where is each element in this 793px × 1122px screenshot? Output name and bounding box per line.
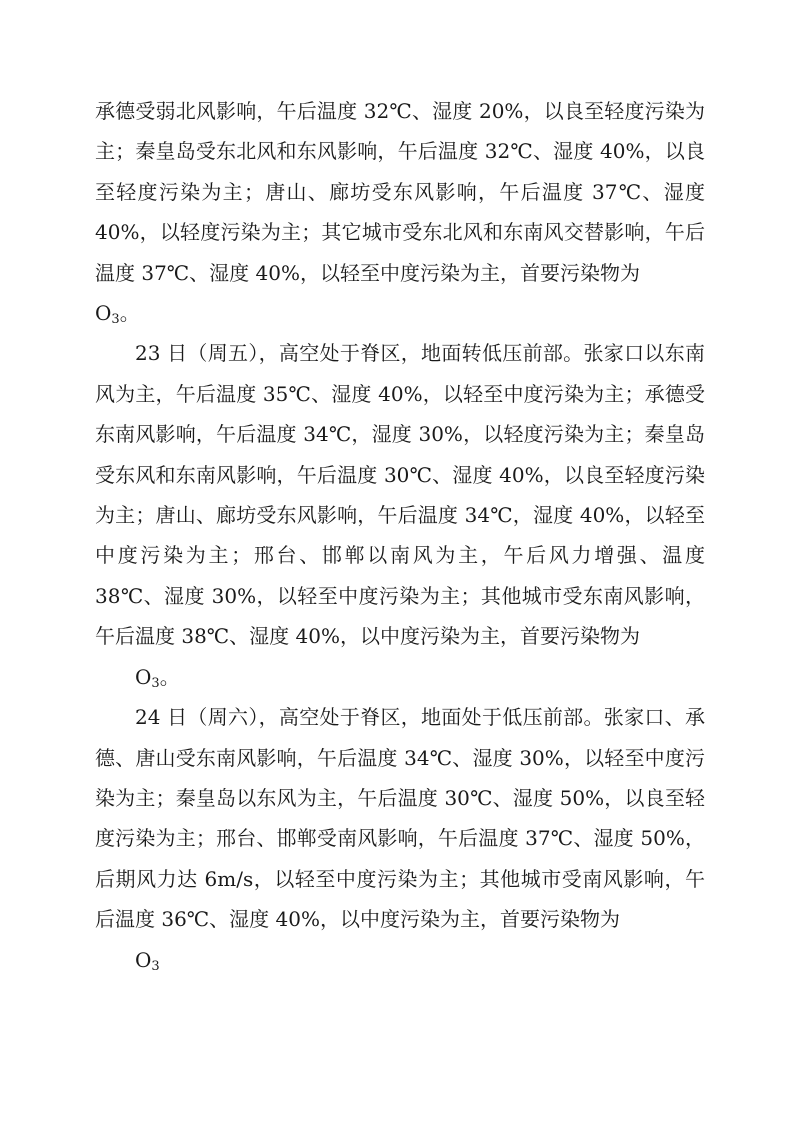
forecast-text-body <box>95 91 705 980</box>
paragraph-text: 24 日（周六），高空处于脊区，地面处于低压前部。张家口、承德、唐山受东南风影响，午后温度 34℃、湿度 30%，以轻至中度污染为主；秦皇岛以东风为主，午后温度 30℃、湿度 50%，以良至轻度污染为主；邢台、邯郸受南风影响，午后温度 37℃、湿度 50%，后期风力达 6m/s，以轻至中度污染为主；其他城市受南风影响，午后温度 36℃、湿度 40%，以中度污染为主，首要污染物为 <box>95 705 705 932</box>
paragraph-end-punctuation: 。 <box>159 664 180 689</box>
pollutant-o3: $O_3$ <box>135 947 160 974</box>
paragraph-forecast-23 <box>95 333 705 697</box>
paragraph-text: 承德受弱北风影响，午后温度 32℃、湿度 20%，以良至轻度污染为主；秦皇岛受东北风和东风影响，午后温度 32℃、湿度 40%，以良至轻度污染为主；唐山、廊坊受东风影响，午后温度 37℃、湿度 40%，以轻度污染为主；其它城市受东北风和东南风交替影响，午后温度 37℃、湿度 40%，以轻至中度污染为主，首要污染物为 <box>95 99 705 285</box>
paragraph-last-line <box>95 940 705 980</box>
paragraph-text: 23 日（周五），高空处于脊区，地面转低压前部。张家口以东南风为主，午后温度 35℃、湿度 40%，以轻至中度污染为主；承德受东南风影响，午后温度 34℃，湿度 30%，以轻度污染为主；秦皇岛受东风和东南风影响，午后温度 30℃、湿度 40%，以良至轻度污染为主；唐山、廊坊受东风影响，午后温度 34℃，湿度 40%，以轻至中度污染为主；邢台、邯郸以南风为主，午后风力增强、温度 38℃、湿度 30%，以轻至中度污染为主；其他城市受东南风影响，午后温度 38℃、湿度 40%，以中度污染为主，首要污染物为 <box>95 341 705 649</box>
pollutant-o3: $O_3$ <box>135 664 160 691</box>
paragraph-forecast-24 <box>95 697 705 980</box>
paragraph-last-line <box>95 657 705 697</box>
paragraph-last-line <box>95 293 705 333</box>
paragraph-continued-forecast <box>95 91 705 333</box>
paragraph-end-punctuation: 。 <box>119 301 140 326</box>
pollutant-o3: $O_3$ <box>95 301 120 328</box>
